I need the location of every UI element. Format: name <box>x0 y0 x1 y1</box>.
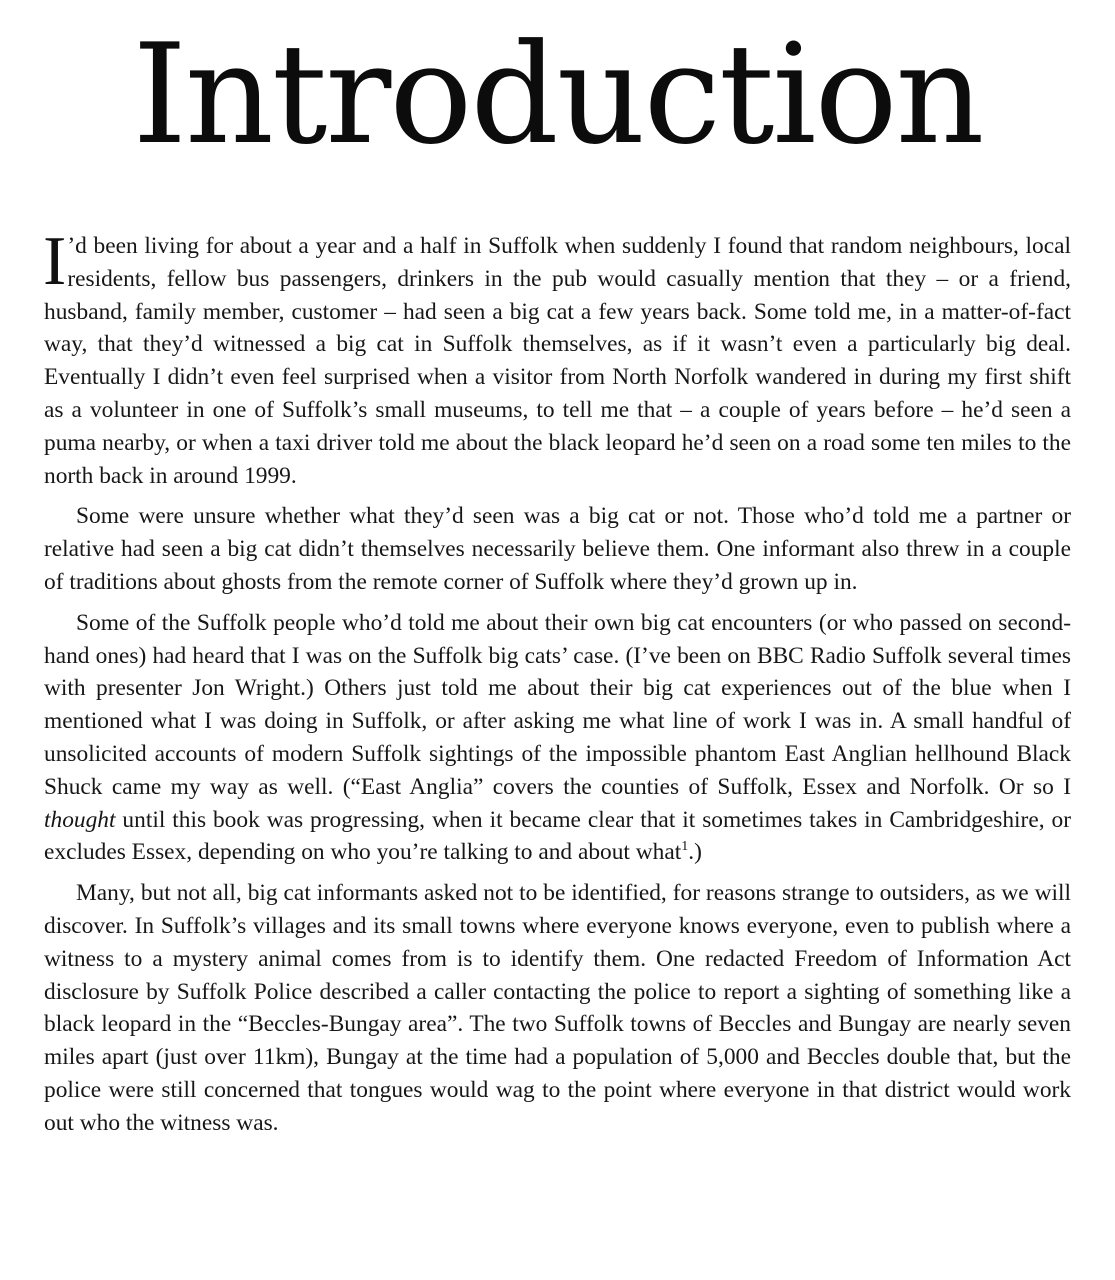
paragraph-1 <box>43 223 1071 492</box>
paragraph-3 <box>44 607 1071 869</box>
paragraph-3-text-b: until this book was progressing, when it became clear that it sometimes takes in Cambridgeshire, or excludes Essex, depending on who you’re talking to and about what <box>44 806 1071 866</box>
paragraph-4: Many, but not all, big cat informants asked not to be identified, for reasons strange to outsiders, as we will discover. In Suffolk’s villages and its small towns where everyone knows everyone, even to publish where a witness to a mystery animal comes from is to identify them. One redacted Freedom of Information Act disclosure by Suffolk Police described a caller contacting the police to report a sighting of something like a black leopard in the “Beccles-Bungay area”. The two Suffolk towns of Beccles and Bungay are nearly seven miles apart (just over 11km), Bungay at the time had a population of 5,000 and Beccles double that, but the police were still concerned that tongues would wag to the point where everyone in that district would work out who the witness was. <box>44 880 1071 1136</box>
chapter-title: Introduction <box>132 14 983 175</box>
paragraph-3-text-c: .) <box>688 839 702 866</box>
paragraph-3-emphasis: thought <box>44 806 116 833</box>
footnote-marker[interactable]: 1 <box>681 838 689 855</box>
chapter-body <box>43 223 1071 1148</box>
paragraph-2: Some were unsure whether what they’d seen was a big cat or not. Those who’d told me a partner or relative had seen a big cat didn’t themselves necessarily believe them. One informant also threw in a couple of traditions about ghosts from the remote corner of Suffolk where they’d grown up in. <box>44 503 1071 595</box>
paragraph-3-text-a: Some of the Suffolk people who’d told me about their own big cat encounters (or who passed on second-hand ones) had heard that I was on the Suffolk big cats’ case. (I’ve been on BBC Radio Suffolk several times with presenter Jon Wright.) Others just told me about their big cat experiences out of the blue when I mentioned what I was doing in Suffolk, or after asking me what line of work I was in. A small handful of unsolicited accounts of modern Suffolk sightings of the impossible phantom East Anglian hellhound Black Shuck came my way as well. (“East Anglia” covers the counties of Suffolk, Essex and Norfolk. Or so I <box>44 609 1071 800</box>
drop-cap: I <box>43 223 67 300</box>
paragraph-1-text: ’d been living for about a year and a half in Suffolk when suddenly I found that random neighbours, local residents, fellow bus passengers, drinkers in the pub would casually mention that they – or a friend, husband, family member, customer – had seen a big cat a few years back. Some told me, in a matter-of-fact way, that they’d witnessed a big cat in Suffolk themselves, as if it wasn’t even a particularly big deal. Eventually I didn’t even feel surprised when a visitor from North Norfolk wandered in during my first shift as a volunteer in one of Suffolk’s small museums, to tell me that – a couple of years before – he’d seen a puma nearby, or when a taxi driver told me about the black leopard he’d seen on a road some ten miles to the north back in around 1999. <box>44 233 1071 489</box>
